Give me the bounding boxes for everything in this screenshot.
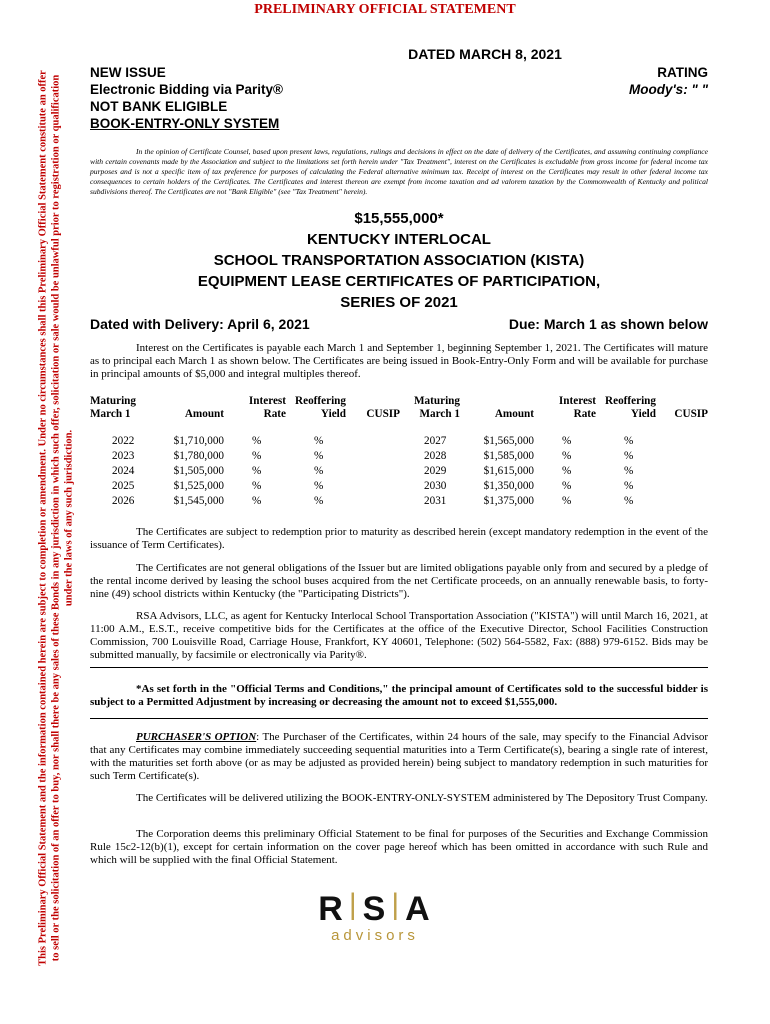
reoffering-yield: %: [624, 480, 634, 492]
rating-agency: Moody's: [628, 82, 684, 97]
purchaser-option-paragraph: [90, 731, 708, 783]
cusip: [656, 464, 708, 479]
due-date: Due: March 1 as shown below: [508, 316, 708, 332]
amount: $1,350,000: [483, 480, 534, 492]
cusip: [656, 434, 708, 449]
rsa-bids-paragraph: RSA Advisors, LLC, as agent for Kentucky Interlocal School Transportation Association ("KISTA") will until March 16, 2021, at 11:00 A.M., E.S.T., receive competitive bids for the Certificates at the office of the Executive Director, School Facilities Construction Commission, 700 Louisville Road, Carriage House, Frankfort, KY 40601, Telephone: (502) 564-5582, Fax: (888) 979-6152. Bids may be submitted manually, by facsimile or electronically via Parity®.: [90, 610, 708, 661]
reoffering-yield: %: [314, 495, 324, 507]
header-cusip-2: CUSIP: [674, 408, 708, 420]
header-cusip: CUSIP: [366, 408, 400, 420]
maturity-year: 2029: [424, 465, 447, 477]
disclaimer-side-note: This Preliminary Official Statement and the information contained herein are subject to completion or amendment. Under no circumstances shall this Preliminary Official Statement constitute an offer to sell or the solicitation of an offer to buy, nor shall there be any sales of these Bonds in any jurisdiction in which such offer, solicitation or sale would be unlawful prior to registration or qualification under the laws of any such jurisdiction.: [37, 70, 75, 966]
cusip: [346, 449, 400, 464]
interest-rate: %: [562, 495, 572, 507]
header-amount: Amount: [184, 408, 224, 420]
rating-value: [629, 81, 708, 98]
interest-rate: %: [252, 450, 262, 462]
header-reoffering-yield: Reoffering Yield: [295, 395, 346, 420]
series-label: SERIES OF 2021: [340, 294, 458, 311]
header-interest-rate: Interest Rate: [248, 395, 286, 420]
interest-rate: %: [562, 435, 572, 447]
reoffering-yield: %: [624, 450, 634, 462]
new-issue-label: NEW ISSUE: [90, 65, 166, 80]
cusip: [346, 434, 400, 449]
amount: $1,585,000: [483, 450, 534, 462]
divider-bottom: [90, 718, 708, 719]
maturity-year: 2031: [424, 495, 447, 507]
issue-name: EQUIPMENT LEASE CERTIFICATES OF PARTICIPATION,: [197, 273, 601, 290]
issue-header: [90, 64, 283, 132]
reoffering-yield: %: [624, 465, 634, 477]
rating-label: RATING: [657, 65, 708, 80]
tax-opinion: In the opinion of Certificate Counsel, based upon present laws, regulations, rulings and decisions in effect on the date of delivery of the Certificates, and assuming continuing compliance with certain covenants made by the Association and subject to the limitations set forth herein under "Tax Treatment", interest on the Certificates is excludable from gross income for federal income tax purposes and is not a specific item of tax preference for purposes of calculating the Federal alternative minimum tax. Receipt of interest on the Certificates may result in other federal income tax consequences to certain holders of the Certificates. The Certificates and interest thereon are exempt from income taxation and ad valorem taxation by the Commonwealth of Kentucky and political subdivisions thereof. The Certificates are not "Bank Eligible" (see "Tax Treatment" herein).: [90, 147, 708, 196]
logo-letters: R | S | A: [318, 888, 432, 928]
obligations-paragraph: The Certificates are not general obligations of the Issuer but are limited obligations payable only from and secured by a pledge of the rental income derived by leasing the school buses acquired from the net Certificate proceeds, on an annually renewable basis, to forty-nine (49) school districts within Kentucky (the "Participating Districts").: [90, 562, 708, 600]
amount: $1,780,000: [173, 450, 224, 462]
amount: $1,545,000: [173, 495, 224, 507]
header-maturing-2: Maturing March 1: [414, 395, 460, 420]
interest-rate: %: [562, 450, 572, 462]
maturity-year: 2024: [112, 465, 135, 477]
interest-rate: %: [562, 480, 572, 492]
maturity-year: 2026: [112, 495, 135, 507]
cusip: [346, 464, 400, 479]
cusip: [656, 449, 708, 464]
cusip: [346, 479, 400, 494]
interest-rate: %: [252, 480, 262, 492]
header-maturing: Maturing March 1: [90, 395, 136, 420]
maturity-table: [90, 395, 708, 509]
reoffering-yield: %: [624, 435, 634, 447]
interest-rate: %: [252, 495, 262, 507]
maturity-year: 2022: [112, 435, 135, 447]
delivery-paragraph: The Certificates will be delivered utilizing the BOOK-ENTRY-ONLY-SYSTEM administered by The Depository Trust Company.: [136, 792, 708, 804]
amount: $1,615,000: [483, 465, 534, 477]
amount: $1,375,000: [483, 495, 534, 507]
reoffering-yield: %: [314, 435, 324, 447]
banner-title: PRELIMINARY OFFICIAL STATEMENT: [254, 2, 516, 17]
rating-placeholder: : " ": [683, 82, 708, 97]
corporation-paragraph: The Corporation deems this preliminary Official Statement to be final for purposes of the Securities and Exchange Commission Rule 15c2-12(b)(1), except for certain information on the cover page hereof which has been omitted in accordance with such Rule and which will be supplied with the final Official Statement.: [90, 828, 708, 866]
amount: $1,710,000: [173, 435, 224, 447]
reoffering-yield: %: [624, 495, 634, 507]
redemption-paragraph: The Certificates are subject to redemption prior to maturity as described herein (except mandatory redemption in the event of the issuance of Term Certificates).: [90, 526, 708, 551]
maturity-year: 2025: [112, 480, 135, 492]
table-row: [90, 479, 708, 494]
reoffering-yield: %: [314, 480, 324, 492]
issuer-line-2: SCHOOL TRANSPORTATION ASSOCIATION (KISTA): [213, 252, 585, 269]
reoffering-yield: %: [314, 450, 324, 462]
electronic-bidding-label: Electronic Bidding via Parity®: [90, 82, 283, 97]
amount: $1,525,000: [173, 480, 224, 492]
cusip: [656, 494, 708, 509]
maturity-year: 2030: [424, 480, 447, 492]
adjustment-note: *As set forth in the "Official Terms and Conditions," the principal amount of Certificates sold to the successful bidder is subject to a Permitted Adjustment by increasing or decreasing the amount not to exceed $1,555,000.: [90, 683, 708, 708]
interest-paragraph: Interest on the Certificates is payable each March 1 and September 1, beginning September 1, 2021. The Certificates will mature as to principal each March 1 as shown below. The Certificates are being issued in Book-Entry-Only Form and will be available for purchase in principal amounts of $5,000 and integral multiples thereof.: [90, 342, 708, 380]
header-reoffering-yield-2: Reoffering Yield: [605, 395, 656, 420]
amount: $1,505,000: [173, 465, 224, 477]
dates-row: [90, 316, 708, 332]
reoffering-yield: %: [314, 465, 324, 477]
issuer-line-1: KENTUCKY INTERLOCAL: [307, 231, 491, 248]
rsa-advisors-logo: [300, 890, 450, 944]
dated-line: DATED MARCH 8, 2021: [408, 46, 562, 62]
book-entry-label: BOOK-ENTRY-ONLY SYSTEM: [90, 116, 280, 131]
dated-delivery: Dated with Delivery: April 6, 2021: [90, 316, 310, 332]
table-row: [90, 464, 708, 479]
logo-subtitle: advisors: [331, 927, 419, 944]
principal-amount: $15,555,000*: [354, 210, 444, 227]
purchaser-option-text: : The Purchaser of the Certificates, within 24 hours of the sale, may specify to the Financial Advisor that any Certificates may combine immediately succeeding sequential maturities into a Term Certificate(s), bearing a single rate of interest, with the maturities set forth above (or as may be adjusted as provided herein) being subject to mandatory redemption in such maturities for such Term Certificate(s).: [90, 731, 709, 782]
table-row: [90, 434, 708, 449]
maturity-year: 2028: [424, 450, 447, 462]
rating-block: [629, 64, 708, 98]
purchaser-option-label: PURCHASER'S OPTION: [136, 731, 257, 743]
bank-eligible-label: NOT BANK ELIGIBLE: [90, 99, 228, 114]
header-interest-rate-2: Interest Rate: [558, 395, 596, 420]
maturity-year: 2023: [112, 450, 135, 462]
divider-top: [90, 667, 708, 668]
header-amount-2: Amount: [494, 408, 534, 420]
cusip: [346, 494, 400, 509]
interest-rate: %: [562, 465, 572, 477]
interest-rate: %: [252, 465, 262, 477]
title-block: [90, 208, 708, 313]
amount: $1,565,000: [483, 435, 534, 447]
table-row: [90, 494, 708, 509]
cusip: [656, 479, 708, 494]
maturity-year: 2027: [424, 435, 447, 447]
table-row: [90, 449, 708, 464]
interest-rate: %: [252, 435, 262, 447]
